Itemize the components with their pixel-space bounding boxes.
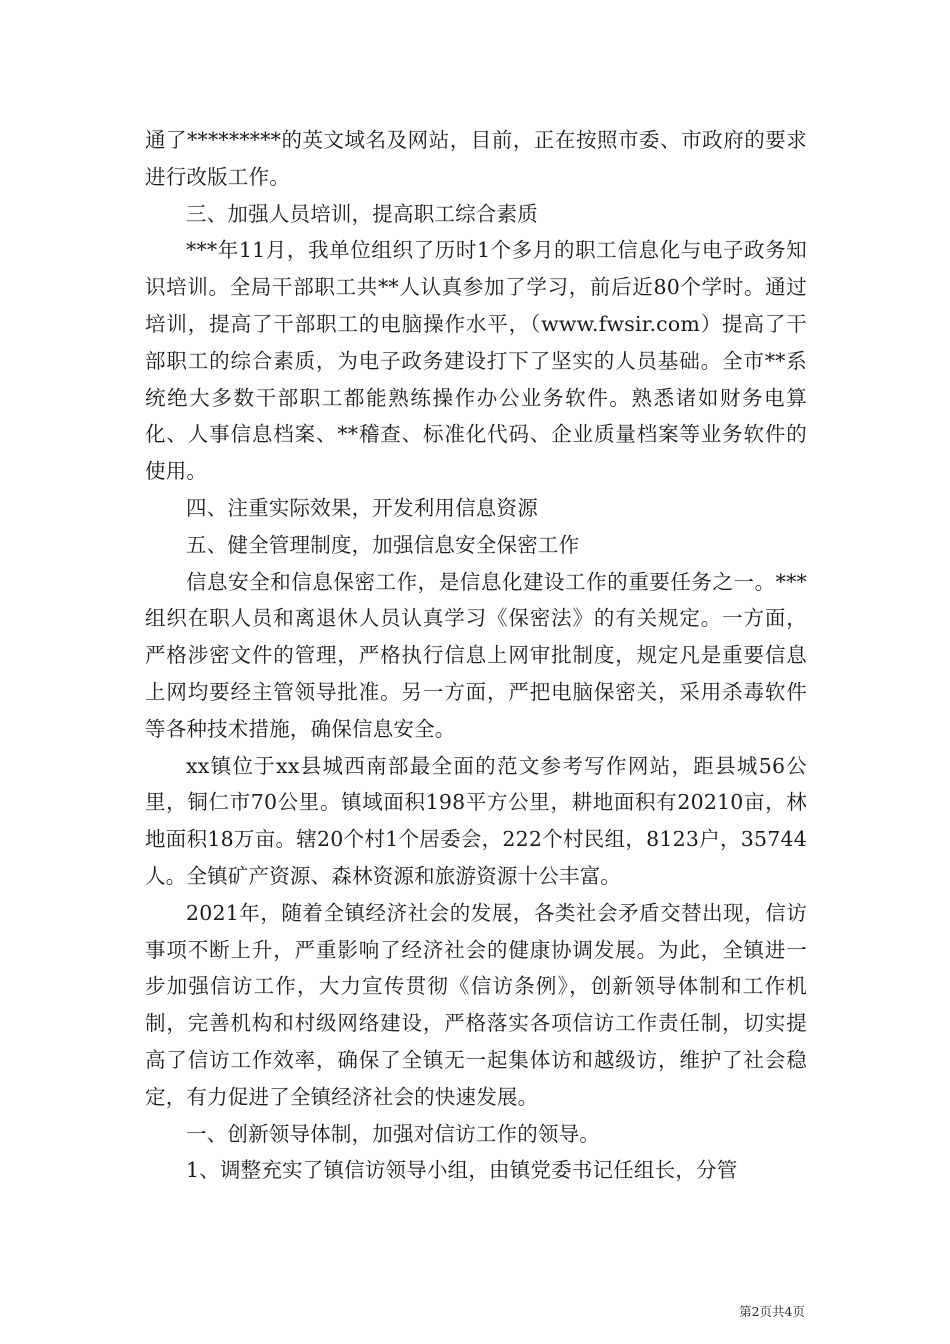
section-heading-5: 五、健全管理制度，加强信息安全保密工作: [186, 532, 580, 557]
paragraph-security: 信息安全和信息保密工作，是信息化建设工作的重要任务之一。***组织在职人员和离退休人员认真学习《保密法》的有关规定。一方面，严格涉密文件的管理，严格执行信息上网审批制度，规定凡是重要信息上网均要经主管领导批准。另一方面，严把电脑保密关，采用杀毒软件等各种技术措施，确保信息安全。: [145, 569, 807, 741]
paragraph-continuation: 通了*********的英文域名及网站，目前，正在按照市委、市政府的要求进行改版工作。: [145, 128, 807, 189]
document-body: [145, 122, 807, 1189]
section-heading-4: 四、注重实际效果，开发利用信息资源: [186, 495, 538, 520]
section-heading-3: 三、加强人员培训，提高职工综合素质: [186, 201, 538, 226]
section-heading-1: 一、创新领导体制，加强对信访工作的领导。: [186, 1121, 600, 1146]
paragraph-leadership-group: 1、调整充实了镇信访领导小组，由镇党委书记任组长，分管: [186, 1158, 738, 1183]
paragraph-town-overview: xx镇位于xx县城西南部最全面的范文参考写作网站，距县城56公里，铜仁市70公里。镇域面积198平方公里，耕地面积有20210亩，林地面积18万亩。辖20个村1个居委会，222个村民组，8123户，35744人。全镇矿产资源、森林资源和旅游资源十公丰富。: [145, 753, 807, 888]
page-number: 第2页共4页: [739, 1304, 805, 1319]
paragraph-training: ***年11月，我单位组织了历时1个多月的职工信息化与电子政务知识培训。全局干部职工共**人认真参加了学习，前后近80个学时。通过培训，提高了干部职工的电脑操作水平，（www.fwsir.com）提高了干部职工的综合素质，为电子政务建设打下了坚实的人员基础。全市**系统绝大多数干部职工都能熟练操作办公业务软件。熟悉诸如财务电算化、人事信息档案、**稽查、标准化代码、企业质量档案等业务软件的使用。: [145, 238, 807, 484]
paragraph-petition-work: 2021年，随着全镇经济社会的发展，各类社会矛盾交替出现，信访事项不断上升，严重影响了经济社会的健康协调发展。为此，全镇进一步加强信访工作，大力宣传贯彻《信访条例》，创新领导体制和工作机制，完善机构和村级网络建设，严格落实各项信访工作责任制，切实提高了信访工作效率，确保了全镇无一起集体访和越级访，维护了社会稳定，有力促进了全镇经济社会的快速发展。: [145, 900, 807, 1109]
